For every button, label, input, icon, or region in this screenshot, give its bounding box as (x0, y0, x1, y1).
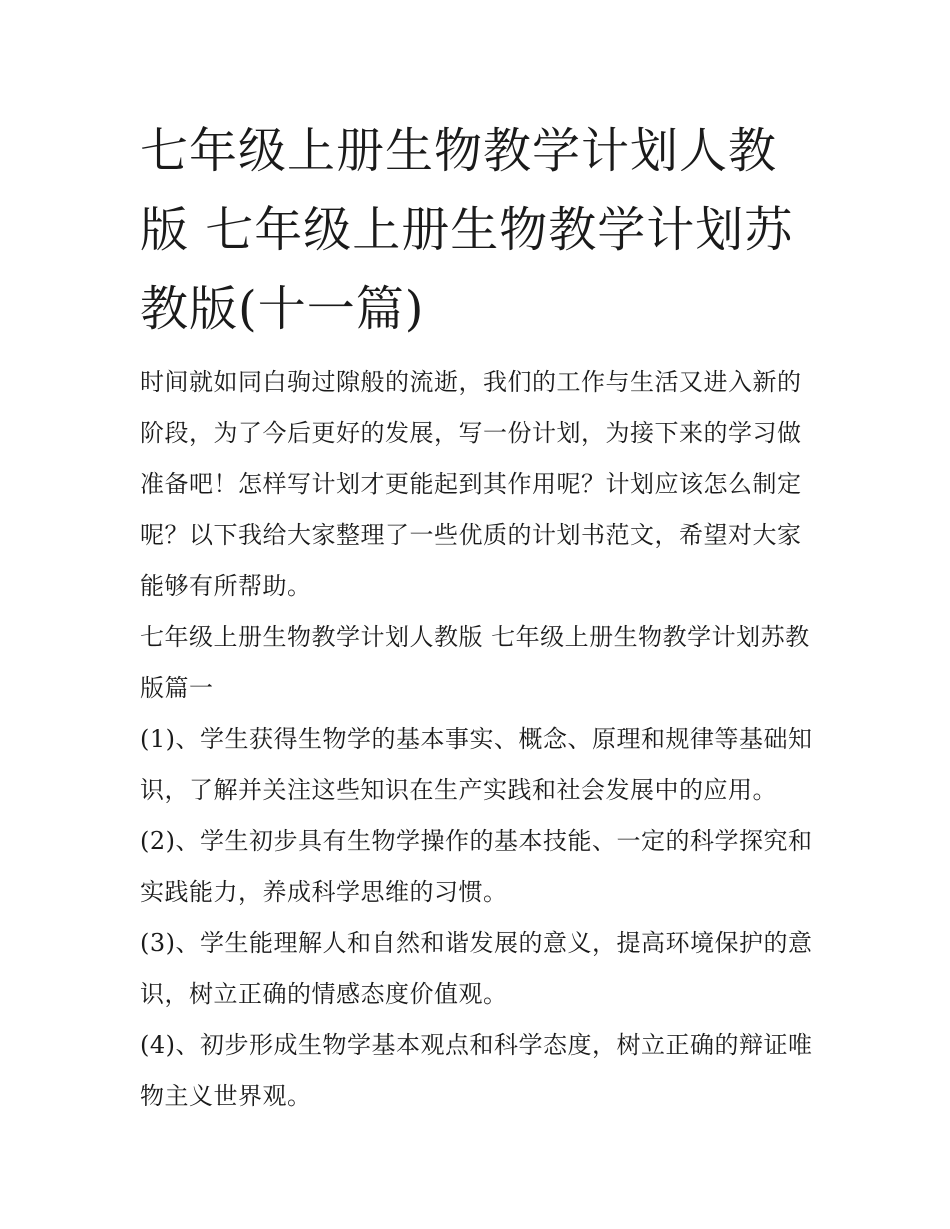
document-page (140, 112, 820, 1122)
document-title: 七年级上册生物教学计划人教版 七年级上册生物教学计划苏教版(十一篇) (140, 123, 794, 337)
section-heading: 七年级上册生物教学计划人教版 七年级上册生物教学计划苏教版篇一 (140, 623, 810, 702)
goal-item-2: (2)、学生初步具有生物学操作的基本技能、一定的科学探究和实践能力，养成科学思维的习惯。 (140, 827, 813, 906)
goal-item-1: (1)、学生获得生物学的基本事实、概念、原理和规律等基础知识，了解并关注这些知识在生产实践和社会发展中的应用。 (140, 725, 813, 804)
goal-item-3: (3)、学生能理解人和自然和谐发展的意义，提高环境保护的意识，树立正确的情感态度价值观。 (140, 929, 813, 1008)
intro-paragraph: 时间就如同白驹过隙般的流逝，我们的工作与生活又进入新的阶段，为了今后更好的发展，写一份计划，为接下来的学习做准备吧！怎样写计划才更能起到其作用呢？计划应该怎么制定呢？以下我给大家整理了一些优质的计划书范文，希望对大家能够有所帮助。 (140, 368, 802, 600)
goal-item-4: (4)、初步形成生物学基本观点和科学态度，树立正确的辩证唯物主义世界观。 (140, 1031, 813, 1110)
